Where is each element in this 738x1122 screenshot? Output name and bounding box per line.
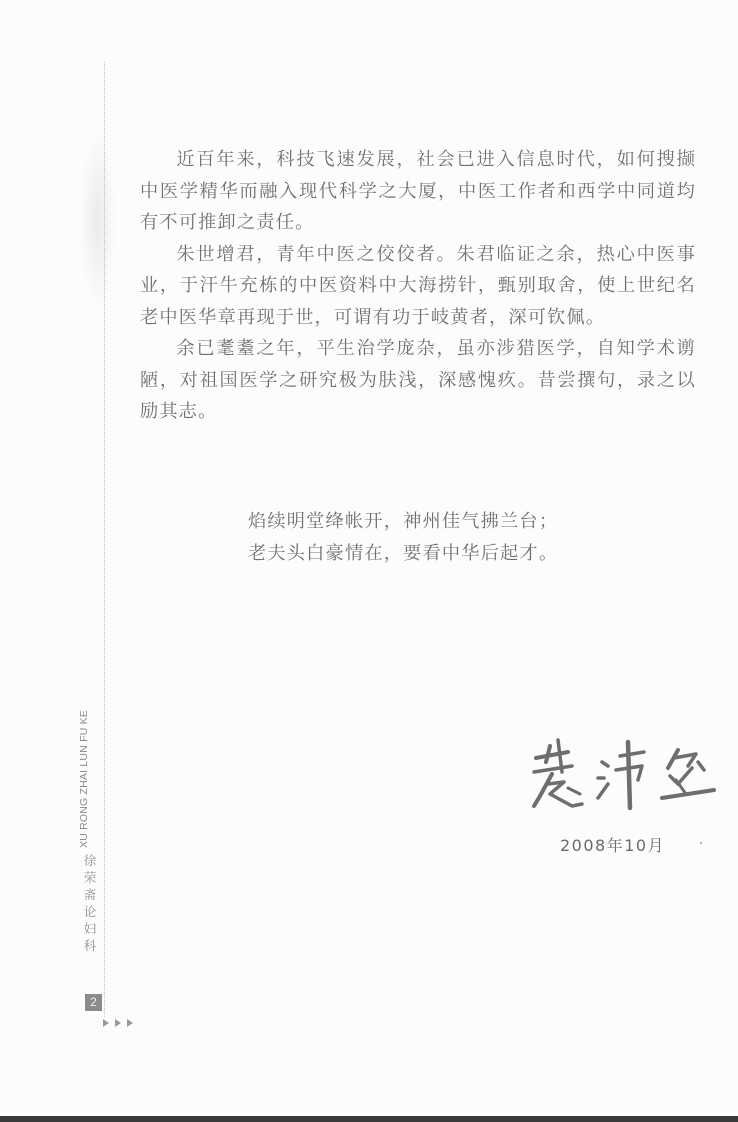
paragraph-1: 近百年来，科技飞速发展，社会已进入信息时代，如何搜撷中医学精华而融入现代科学之大厦，中医工作者和西学中同道均有不可推卸之责任。 bbox=[140, 149, 696, 233]
bottom-edge-bar bbox=[0, 1116, 738, 1122]
page-number-badge: 2 bbox=[85, 994, 102, 1011]
book-title-pinyin: XU RONG ZHAI LUN FU KE bbox=[78, 710, 90, 848]
title-char: 荣 bbox=[83, 870, 97, 885]
date: 2008年10月 bbox=[560, 836, 666, 855]
paragraph-2: 朱世增君，青年中医之佼佼者。朱君临证之余，热心中医事业，于汗牛充栋的中医资料中大海捞针，甄别取舍，使上世纪名老中医华章再现于世，可谓有功于岐黄者，深可钦佩。 bbox=[140, 243, 696, 328]
poem-line-2: 老夫头白豪情在，要看中华后起才。 bbox=[248, 542, 559, 564]
arrow-right-icon bbox=[103, 1019, 109, 1027]
scan-smudge bbox=[80, 130, 116, 310]
dotted-margin-rule bbox=[104, 62, 105, 1017]
triple-arrow-icon bbox=[103, 1019, 133, 1027]
title-char: 妇 bbox=[83, 921, 97, 936]
paragraph-3: 余已耄耋之年，平生治学庞杂，虽亦涉猎医学，自知学术谫陋，对祖国医学之研究极为肤浅，深感愧疚。昔尝撰句，录之以励其志。 bbox=[140, 338, 696, 422]
poem-line-1: 焰续明堂绛帐开，神州佳气拂兰台； bbox=[248, 511, 559, 532]
arrow-right-icon bbox=[127, 1019, 133, 1027]
scan-speck bbox=[700, 842, 702, 844]
title-char: 斋 bbox=[83, 887, 97, 902]
title-char: 论 bbox=[83, 904, 97, 919]
poem bbox=[248, 506, 558, 569]
book-title-chinese bbox=[82, 852, 98, 954]
handwritten-signature bbox=[528, 732, 718, 812]
arrow-right-icon bbox=[115, 1019, 121, 1027]
preface-body bbox=[140, 144, 696, 428]
title-char: 科 bbox=[83, 938, 97, 953]
title-char: 徐 bbox=[83, 853, 97, 868]
